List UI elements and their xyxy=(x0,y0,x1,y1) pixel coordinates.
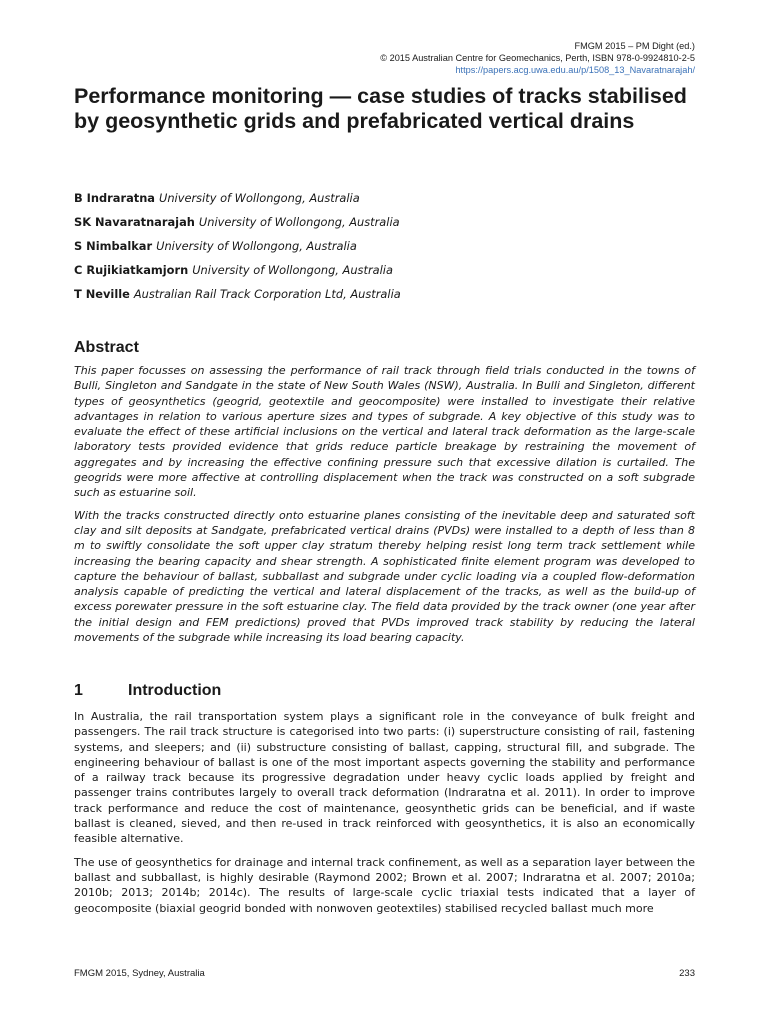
author-entry xyxy=(74,214,694,238)
author-name: SK Navaratnarajah xyxy=(74,215,195,229)
copyright-line: © 2015 Australian Centre for Geomechanics, Perth, ISBN 978-0-9924810-2-5 xyxy=(380,53,695,63)
section-title: Introduction xyxy=(128,682,222,699)
author-entry xyxy=(74,262,694,286)
author-entry xyxy=(74,190,694,214)
author-entry xyxy=(74,238,694,262)
footer-conference: FMGM 2015, Sydney, Australia xyxy=(74,968,205,979)
author-affiliation: University of Wollongong, Australia xyxy=(192,263,393,277)
proceedings-line: FMGM 2015 – PM Dight (ed.) xyxy=(574,41,695,51)
author-affiliation: University of Wollongong, Australia xyxy=(198,215,400,229)
author-entry xyxy=(74,286,694,310)
author-affiliation: University of Wollongong, Australia xyxy=(159,191,360,205)
section-number: 1 xyxy=(74,682,83,699)
author-name: B Indraratna xyxy=(74,191,155,205)
body-paragraph: The use of geosynthetics for drainage and internal track confinement, as well as a separation layer between the ballast and subballast, is highly desirable (Raymond 2002; Brown et al. 2007; Indraratna et al. 2007; 2010a; 2010b; 2013; 2014b; 2014c). The results of large-scale cyclic triaxial tests indicated that a layer of geocomposite (biaxial geogrid bonded with nonwoven geotextiles) stabilised recycled ballast much more xyxy=(74,855,695,915)
introduction-heading xyxy=(74,682,221,700)
author-name: C Rujikiatkamjorn xyxy=(74,263,189,277)
abstract-paragraph: With the tracks constructed directly onto estuarine planes consisting of the inevitable deep and saturated soft clay and silt deposits at Sandgate, prefabricated vertical drains (PVDs) were installed to a depth of less than 8 m to swiftly consolidate the soft upper clay stratum thereby helping resist long term track settlement while increasing the bearing capacity and shear strength. A sophisticated finite element program was developed to capture the behaviour of ballast, subballast and subgrade under cyclic loading via a coupled flow-deformation analysis capable of predicting the vertical and lateral displacement of the tracks, as well as the build-up of excess porewater pressure in the soft estuarine clay. The field data provided by the track owner (one year after the initial design and FEM predictions) proved that PVDs improved track stability by reducing the lateral movements of the subgrade while increasing its load bearing capacity. xyxy=(74,508,695,645)
abstract-body xyxy=(74,363,695,652)
author-list xyxy=(74,190,694,310)
page-number: 233 xyxy=(679,968,695,979)
abstract-heading: Abstract xyxy=(74,339,139,356)
author-name: S Nimbalkar xyxy=(74,239,153,253)
introduction-body xyxy=(74,709,695,924)
author-name: T Neville xyxy=(74,287,130,301)
author-affiliation: University of Wollongong, Australia xyxy=(156,239,357,253)
abstract-paragraph: This paper focusses on assessing the performance of rail track through field trials conducted in the towns of Bulli, Singleton and Sandgate in the state of New South Wales (NSW), Australia. In Bulli and Singleton, different types of geosynthetics (geogrid, geotextile and geocomposite) were installed to investigate their relative advantages in relation to various aperture sizes and types of subgrade. A key objective of this study was to evaluate the effect of these artificial inclusions on the vertical and lateral track deformation as the large-scale laboratory tests provided evidence that grids reduce particle breakage by restraining the movement of aggregates and by increasing the effective confining pressure such that excessive dilation is curtailed. The geogrids were more affective at controlling displacement when the track was constructed on a soft subgrade such as estuarine soil. xyxy=(74,364,695,500)
body-paragraph: In Australia, the rail transportation system plays a significant role in the conveyance of bulk freight and passengers. The rail track structure is categorised into two parts: (i) superstructure consisting of rail, fastening systems, and sleepers; and (ii) substructure consisting of ballast, capping, structural fill, and subgrade. The engineering behaviour of ballast is one of the most important aspects governing the stability and performance of a railway track because its progressive degradation under heavy cyclic loads applied by freight and passenger trains contributes largely to overall track deformation (Indraratna et al. 2011). In order to improve track performance and reduce the cost of maintenance, geosynthetic grids can be beneficial, and if waste ballast is cleaned, sieved, and then re-used in track reinforced with geosynthetics, it is also an economically feasible alternative. xyxy=(74,710,695,846)
paper-title: Performance monitoring — case studies of tracks stabilised by geosynthetic grids and prefabricated vertical drains xyxy=(74,84,687,133)
paper-header xyxy=(380,40,695,76)
author-affiliation: Australian Rail Track Corporation Ltd, Australia xyxy=(133,287,401,301)
paper-url-link[interactable]: https://papers.acg.uwa.edu.au/p/1508_13_Navaratnarajah/ xyxy=(455,65,695,75)
